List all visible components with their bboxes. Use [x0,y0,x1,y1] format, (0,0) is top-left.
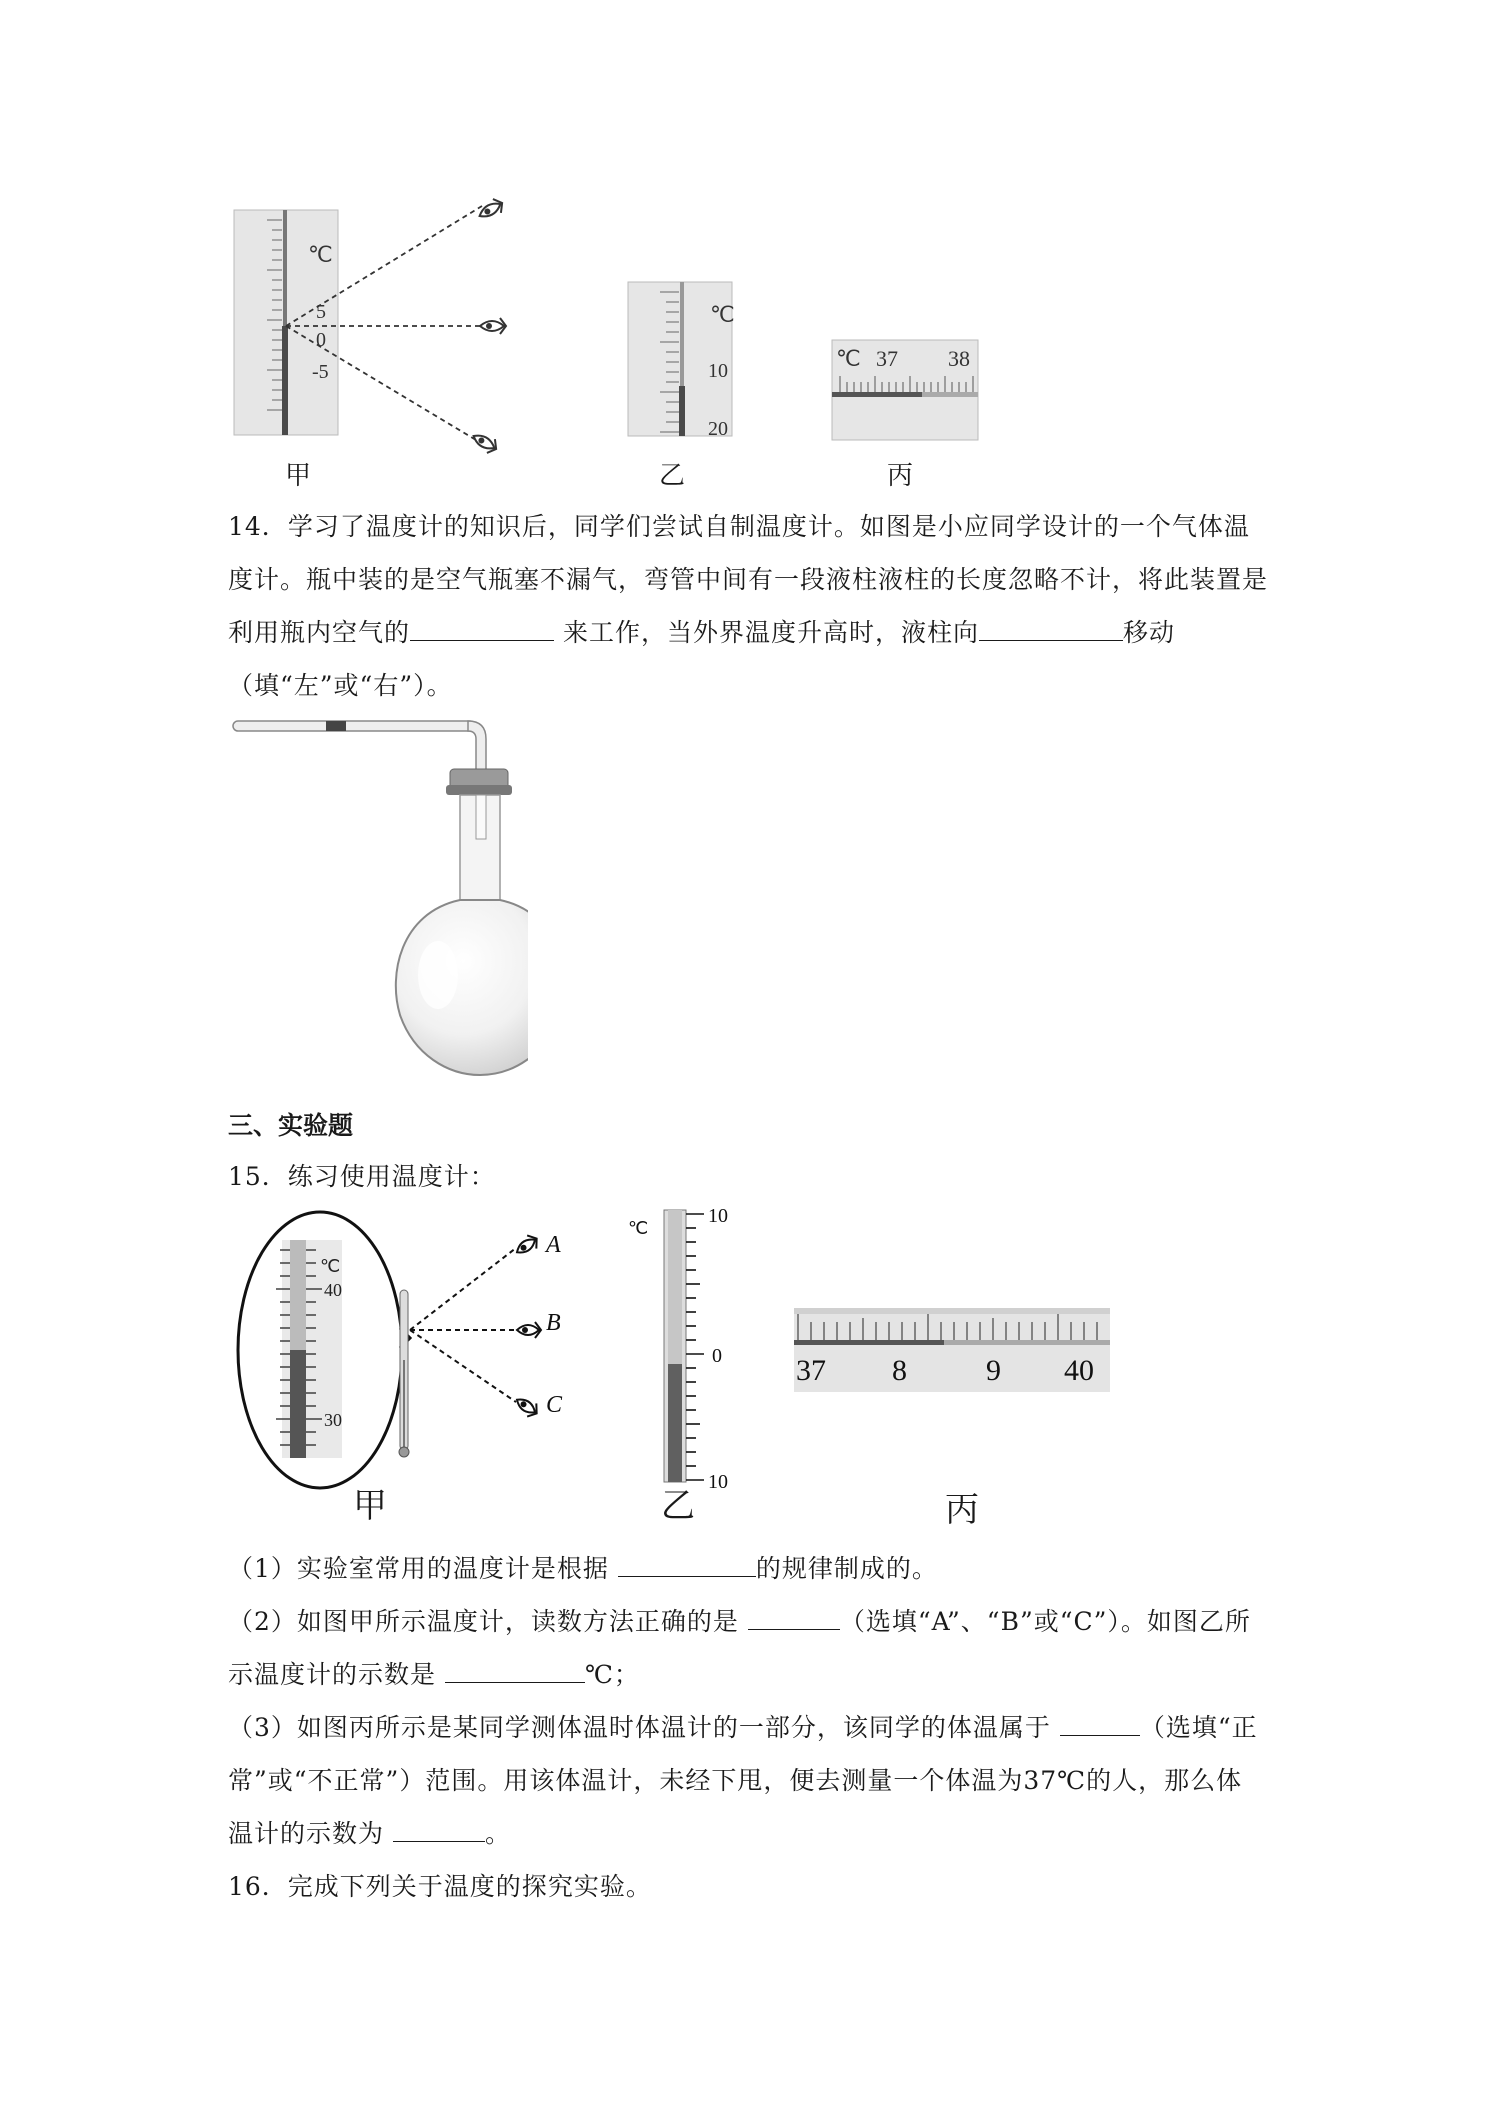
figure-caption: 丙 [886,461,913,491]
question-number: 14． [228,512,288,541]
yi-tick-label: 10 [708,360,728,382]
yi-tick-label: 20 [708,418,728,440]
thermometer-jia [234,196,506,456]
question-16 [228,1860,1268,1913]
question-text: ℃； [584,1660,640,1689]
question-text: （1）实验室常用的温度计是根据 [228,1554,618,1583]
question-text: 。 [484,1819,511,1848]
question-15-intro [228,1150,1268,1203]
jia-tick-label: -5 [312,361,329,383]
eye-icon [512,1393,541,1420]
figure-caption: 乙 [658,461,685,491]
jia-tick-label: 30 [324,1410,342,1430]
figure-caption: 甲 [353,1486,387,1526]
eye-label: C [546,1392,563,1418]
question-text: 15．练习使用温度计： [228,1162,496,1191]
bing-tick-label: 37 [876,346,898,371]
bing-tick-label: 37 [796,1354,826,1387]
jia-tick-label: 40 [324,1280,342,1300]
yi-tick-label: 10 [708,1471,728,1493]
jia-unit-label: ℃ [320,1256,341,1276]
question-15-part-3 [228,1701,1268,1860]
answer-blank[interactable] [979,614,1123,641]
eye-icon [512,1232,541,1259]
thermometer-bing [794,1308,1110,1392]
eye-icon [480,318,506,334]
eye-icon [470,429,501,456]
question-text: 来工作，当外界温度升高时，液柱向 [554,618,979,647]
jia-tick-label: 5 [316,301,326,323]
figure-13-thermometers [220,190,1020,490]
yi-unit-label: ℃ [628,1218,649,1238]
thermometer-yi [628,282,735,440]
bing-tick-label: 8 [892,1354,907,1387]
question-15-part-2 [228,1595,1268,1701]
bing-tick-label: 38 [948,346,970,371]
question-text: （选填“正常”或“不正常”）范围。用该体温计，未经下甩，便去测量一个体温为37℃的人，那么体温计的示数为 [228,1713,1258,1848]
question-text: 16．完成下列关于温度的探究实验。 [228,1872,652,1901]
jia-unit-label: ℃ [308,242,333,267]
question-text: （3）如图丙所示是某同学测体温时体温计的一部分，该同学的体温属于 [228,1713,1060,1742]
yi-tick-label: 10 [708,1205,728,1227]
gas-thermometer-flask [228,715,528,1085]
eye-label: B [546,1310,561,1336]
question-text: （选填“A”、“B”或“C”）。如图乙所示温度计的示数是 [228,1607,1251,1689]
answer-blank[interactable] [1060,1709,1140,1736]
eye-label: A [546,1232,561,1258]
yi-tick-label: 0 [712,1345,722,1367]
figure-caption: 甲 [284,461,311,491]
answer-blank[interactable] [445,1656,585,1683]
question-text: 移动（填“左”或“右”）。 [228,618,1175,700]
eye-icon [517,1322,541,1338]
answer-blank[interactable] [748,1603,840,1630]
answer-blank[interactable] [410,614,554,641]
bing-tick-label: 40 [1064,1354,1094,1387]
figure-caption: 丙 [945,1490,979,1530]
section-title: 三、实验题 [228,1111,354,1140]
thermometer-yi [628,1205,728,1493]
yi-unit-label: ℃ [710,302,735,327]
question-15-part-1 [228,1542,1268,1595]
thermometer-jia-magnified [238,1212,563,1488]
question-text: （2）如图甲所示温度计，读数方法正确的是 [228,1607,748,1636]
bing-unit-label: ℃ [836,346,861,371]
answer-blank[interactable] [618,1550,756,1577]
figure-caption: 乙 [661,1486,695,1526]
question-text: 学习了温度计的知识后，同学们尝试自制温度计。如图是小应同学设计的一个气体温度计。瓶中装的是空气瓶塞不漏气，弯管中间有一段液柱液柱的长度忽略不计，将此装置是利用瓶内空气的 [228,512,1269,647]
thermometer-bing [832,340,978,440]
eye-icon [476,196,507,223]
answer-blank[interactable] [393,1815,485,1842]
question-14 [228,500,1268,712]
bing-tick-label: 9 [986,1354,1001,1387]
jia-tick-label: 0 [316,329,326,351]
question-text: 的规律制成的。 [755,1554,938,1583]
